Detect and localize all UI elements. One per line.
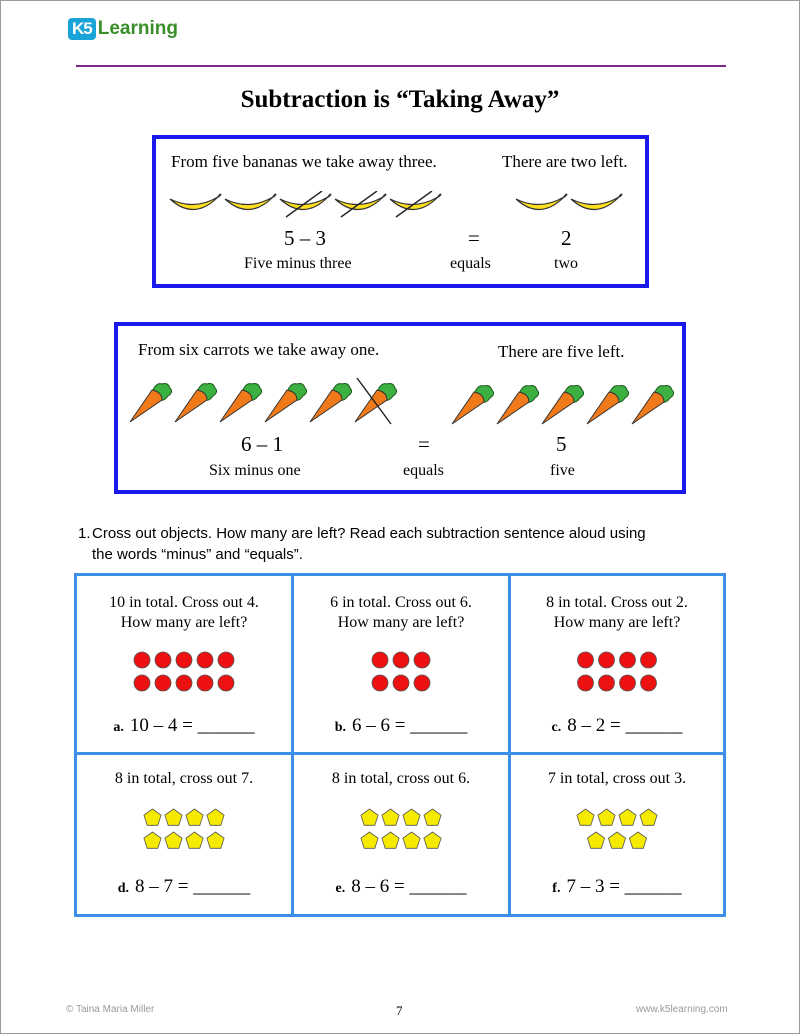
example1-result: 2 xyxy=(561,226,572,250)
banana-icon xyxy=(390,191,441,217)
red-dot xyxy=(155,652,171,668)
exercise-prompt: 10 in total. Cross out 4. xyxy=(109,594,259,611)
example1-equals-sign: = xyxy=(468,226,480,250)
dot-group xyxy=(294,650,508,710)
carrot-icon xyxy=(130,384,172,423)
exercise-equation: 10 – 4 = ______ xyxy=(129,715,255,736)
red-dot xyxy=(155,675,171,691)
exercise-label: c. xyxy=(551,720,562,735)
example2-objects-left xyxy=(450,380,676,428)
exercise-prompt: 8 in total, cross out 6. xyxy=(331,770,471,787)
yellow-pentagon xyxy=(144,832,161,848)
exercise-e xyxy=(294,755,508,914)
exercise-equation: 6 – 6 = ______ xyxy=(352,715,468,736)
exercise-equation-line xyxy=(511,715,723,737)
instructions-line-1: Cross out objects. How many are left? Read each subtraction sentence aloud using xyxy=(92,525,646,542)
exercise-f xyxy=(511,755,723,914)
exercise-question: How many are left? xyxy=(337,614,465,631)
exercise-equation: 8 – 7 = ______ xyxy=(135,876,251,897)
logo-k5-badge: K5 xyxy=(68,18,96,40)
carrot-icon xyxy=(452,386,494,425)
red-dot xyxy=(372,675,388,691)
example2-words-result: five xyxy=(550,462,575,479)
yellow-pentagon xyxy=(587,832,604,848)
exercise-equation-line xyxy=(77,876,291,898)
yellow-pentagon xyxy=(207,832,224,848)
yellow-pentagon xyxy=(361,809,378,825)
example1-right-text: There are two left. xyxy=(502,152,628,171)
red-dot xyxy=(599,675,615,691)
pentagon-group xyxy=(511,808,723,868)
exercise-grid xyxy=(74,573,726,917)
exercise-label: e. xyxy=(335,881,346,896)
yellow-pentagon xyxy=(608,832,625,848)
exercise-c xyxy=(511,576,723,752)
exercise-prompt: 8 in total, cross out 7. xyxy=(114,770,254,787)
yellow-pentagon xyxy=(577,809,594,825)
exercise-label: f. xyxy=(552,881,561,896)
yellow-pentagon xyxy=(207,809,224,825)
exercise-prompt: 6 in total. Cross out 6. xyxy=(330,594,472,611)
carrot-icon xyxy=(265,384,307,423)
yellow-pentagon xyxy=(640,809,657,825)
red-dot xyxy=(218,675,234,691)
exercise-equation: 8 – 2 = ______ xyxy=(567,715,683,736)
exercise-question: How many are left? xyxy=(553,614,681,631)
red-dot xyxy=(641,652,657,668)
exercise-prompt: 8 in total. Cross out 2. xyxy=(546,594,688,611)
red-dot xyxy=(134,675,150,691)
pentagon-group xyxy=(77,808,291,868)
yellow-pentagon xyxy=(619,809,636,825)
logo-text: Learning xyxy=(97,18,178,39)
yellow-pentagon xyxy=(165,832,182,848)
yellow-pentagon xyxy=(361,832,378,848)
footer-copyright: © Taina Maria Miller xyxy=(66,1004,155,1015)
red-dot xyxy=(414,675,430,691)
banana-icon xyxy=(335,191,386,217)
banana-icon xyxy=(280,191,331,217)
red-dot xyxy=(197,675,213,691)
instructions-number: 1. xyxy=(78,525,91,542)
carrot-icon xyxy=(497,386,539,425)
footer-page-number: 7 xyxy=(396,1003,403,1018)
yellow-pentagon xyxy=(144,809,161,825)
pentagon-group xyxy=(294,808,508,868)
yellow-pentagon xyxy=(424,809,441,825)
yellow-pentagon xyxy=(424,832,441,848)
example2-objects-start xyxy=(128,378,400,426)
example2-equals-sign: = xyxy=(418,432,430,456)
example1-objects-left xyxy=(514,191,634,221)
yellow-pentagon xyxy=(186,832,203,848)
example1-words-expression: Five minus three xyxy=(244,255,352,272)
red-dot xyxy=(414,652,430,668)
exercise-prompt: 7 in total, cross out 3. xyxy=(547,770,687,787)
header-rule xyxy=(76,65,726,67)
instructions-line-2: the words “minus” and “equals”. xyxy=(92,546,303,563)
red-dot xyxy=(620,675,636,691)
red-dot xyxy=(134,652,150,668)
red-dot xyxy=(176,675,192,691)
exercise-a xyxy=(77,576,291,752)
banana-icon xyxy=(170,194,221,210)
example1-left-text: From five bananas we take away three. xyxy=(171,152,437,171)
k5-learning-logo xyxy=(68,14,178,44)
exercise-question: How many are left? xyxy=(120,614,248,631)
example2-words-expression: Six minus one xyxy=(209,462,301,479)
exercise-equation-line xyxy=(511,876,723,898)
dot-group xyxy=(511,650,723,710)
red-dot xyxy=(393,675,409,691)
carrot-icon xyxy=(587,386,629,425)
example-carrots-box xyxy=(114,322,686,494)
example1-words-equals: equals xyxy=(450,255,491,272)
yellow-pentagon xyxy=(403,832,420,848)
red-dot xyxy=(620,652,636,668)
exercise-label: d. xyxy=(117,881,130,896)
carrot-icon xyxy=(632,386,674,425)
example2-right-text: There are five left. xyxy=(498,342,625,361)
yellow-pentagon xyxy=(598,809,615,825)
footer-website: www.k5learning.com xyxy=(636,1004,728,1015)
example1-words-result: two xyxy=(554,255,578,272)
red-dot xyxy=(641,675,657,691)
yellow-pentagon xyxy=(165,809,182,825)
example2-result: 5 xyxy=(556,432,567,456)
red-dot xyxy=(578,652,594,668)
exercise-equation: 8 – 6 = ______ xyxy=(351,876,467,897)
carrot-icon xyxy=(220,384,262,423)
banana-icon xyxy=(571,194,622,210)
example2-left-text: From six carrots we take away one. xyxy=(138,340,380,359)
example1-objects-start xyxy=(168,191,448,221)
example2-expression: 6 – 1 xyxy=(241,432,283,456)
example1-expression: 5 – 3 xyxy=(284,226,326,250)
page-title: Subtraction is “Taking Away” xyxy=(240,86,560,113)
instructions xyxy=(78,523,646,565)
yellow-pentagon xyxy=(382,809,399,825)
red-dot xyxy=(197,652,213,668)
example2-words-equals: equals xyxy=(403,462,444,479)
red-dot xyxy=(578,675,594,691)
red-dot xyxy=(372,652,388,668)
banana-icon xyxy=(225,194,276,210)
yellow-pentagon xyxy=(403,809,420,825)
exercise-label: b. xyxy=(334,720,347,735)
red-dot xyxy=(218,652,234,668)
red-dot xyxy=(599,652,615,668)
carrot-icon xyxy=(310,384,352,423)
exercise-equation-line xyxy=(294,715,508,737)
exercise-equation: 7 – 3 = ______ xyxy=(566,876,682,897)
yellow-pentagon xyxy=(382,832,399,848)
red-dot xyxy=(176,652,192,668)
yellow-pentagon xyxy=(186,809,203,825)
exercise-d xyxy=(77,755,291,914)
banana-icon xyxy=(516,194,567,210)
exercise-label: a. xyxy=(113,720,124,735)
red-dot xyxy=(393,652,409,668)
exercise-equation-line xyxy=(77,715,291,737)
carrot-icon xyxy=(542,386,584,425)
exercise-b xyxy=(294,576,508,752)
carrot-icon xyxy=(355,378,397,424)
example-bananas-box xyxy=(152,135,649,288)
yellow-pentagon xyxy=(629,832,646,848)
carrot-icon xyxy=(175,384,217,423)
dot-group xyxy=(77,650,291,710)
exercise-equation-line xyxy=(294,876,508,898)
